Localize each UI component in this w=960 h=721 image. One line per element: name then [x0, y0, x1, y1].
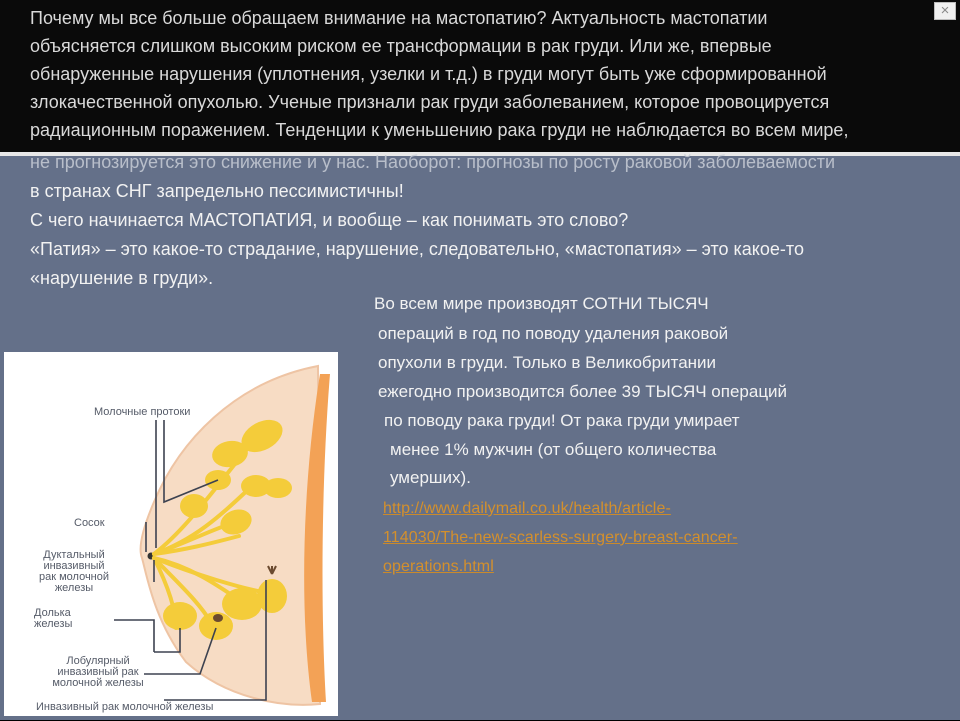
body-text-line: С чего начинается МАСТОПАТИЯ, и вообще – как понимать это слово? [30, 210, 629, 230]
label-milk-ducts: Молочные протоки [94, 406, 191, 418]
callout-text-line: Во всем мире производят СОТНИ ТЫСЯЧ [374, 294, 709, 313]
label-lobule: Долька железы [34, 607, 73, 630]
body-text-line: «Патия» – это какое-то страдание, нарушение, следовательно, «мастопатия» – это какое-то [30, 239, 804, 259]
close-button[interactable] [934, 2, 956, 20]
callout-text-line: ежегодно производится более 39 ТЫСЯЧ операций [378, 382, 788, 401]
callout-text-line: по поводу рака груди! От рака груди умирает [384, 411, 740, 430]
lobular-tumour-marker [213, 614, 223, 622]
body-text-line: не прогнозируется это снижение и у нас. Наоборот: прогнозы по росту раковой заболеваемости [30, 152, 836, 172]
callout-text-line: менее 1% мужчин (от общего количества [390, 440, 717, 459]
label-nipple: Сосок [74, 517, 105, 529]
callout-text-line: операций в год по поводу удаления раковой [378, 324, 729, 343]
close-icon: × [940, 2, 950, 19]
body-text-line: в странах СНГ запредельно пессимистичны! [30, 181, 404, 201]
header-text-line: Почему мы все больше обращаем внимание на мастопатию? Актуальность мастопатии [30, 8, 768, 28]
label-ductal-carcinoma: Дуктальный инвазивный рак молочной железы [38, 549, 110, 594]
header-text-line: радиационным поражением. Тенденции к уменьшению рака груди не наблюдается во всем мире, [30, 120, 849, 140]
breast-anatomy-illustration [4, 352, 338, 716]
label-invasive-carcinoma: Инвазивный рак молочной железы [36, 701, 214, 713]
callout-text-line: опухоли в груди. Только в Великобритании [378, 353, 717, 372]
header-text-line: объясняется слишком высоким риском ее трансформации в рак груди. Или же, впервые [30, 36, 772, 56]
header-text-line: обнаруженные нарушения (уплотнения, узелки и т.д.) в груди могут быть уже сформированной [30, 64, 827, 84]
body-text-line: «нарушение в груди». [30, 268, 214, 288]
source-link[interactable]: operations.html [383, 558, 494, 575]
source-link[interactable]: http://www.dailymail.co.uk/health/article- [383, 500, 671, 517]
label-lobular-carcinoma: Лобулярный инвазивный рак молочной железы [52, 655, 144, 689]
source-link[interactable]: 114030/The-new-scarless-surgery-breast-cancer- [383, 529, 738, 546]
callout-text-line: умерших). [390, 468, 471, 487]
header-text-line: злокачественной опухолью. Ученые признали рак груди заболеванием, которое провоцируется [30, 92, 830, 112]
